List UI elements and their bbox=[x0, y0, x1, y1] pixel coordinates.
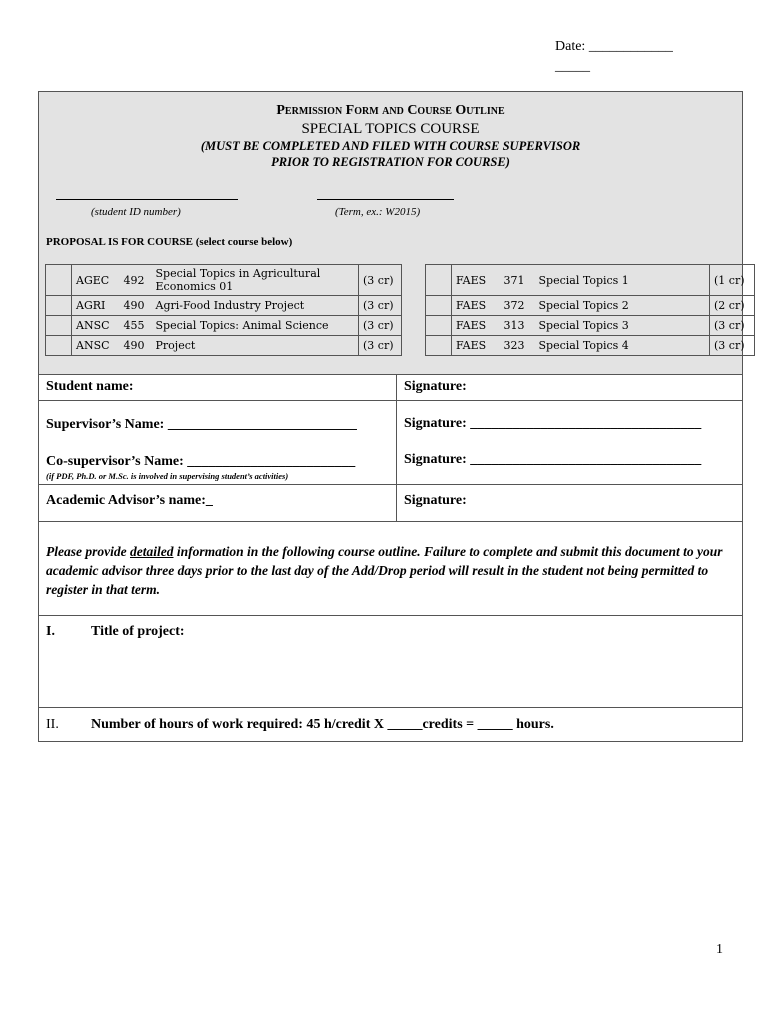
supervisor-name-field[interactable]: Supervisor’s Name: ___________________________ bbox=[46, 417, 357, 432]
advisor-signature-field[interactable]: Signature: bbox=[404, 493, 467, 508]
divider bbox=[39, 521, 742, 522]
course-checkbox[interactable] bbox=[426, 265, 452, 296]
form-notice-line2: PRIOR TO REGISTRATION FOR COURSE) bbox=[271, 155, 510, 169]
course-credits: (1 cr) bbox=[710, 265, 755, 296]
hours-required-field[interactable]: Number of hours of work required: 45 h/credit X _____credits = _____ hours. bbox=[91, 717, 554, 732]
cosupervisor-name-field[interactable]: Co-supervisor’s Name: ________________________ bbox=[46, 454, 356, 469]
course-row bbox=[46, 296, 402, 316]
course-dept: FAES bbox=[452, 316, 500, 336]
student-signature-field[interactable]: Signature: bbox=[404, 379, 467, 394]
advisor-name-field[interactable]: Academic Advisor’s name:_ bbox=[46, 493, 213, 508]
date-label: Date: ____________ bbox=[555, 39, 673, 54]
course-row bbox=[426, 336, 755, 356]
course-name: Special Topics 2 bbox=[535, 296, 710, 316]
course-checkbox[interactable] bbox=[46, 316, 72, 336]
form-subtitle: SPECIAL TOPICS COURSE bbox=[301, 121, 480, 137]
course-credits: (3 cr) bbox=[359, 336, 402, 356]
course-dept: ANSC bbox=[72, 336, 120, 356]
instructions-text: Please provide bbox=[46, 544, 130, 559]
course-row bbox=[426, 296, 755, 316]
course-number: 490 bbox=[120, 336, 152, 356]
divider bbox=[39, 707, 742, 708]
course-checkbox[interactable] bbox=[426, 336, 452, 356]
student-name-field[interactable]: Student name: bbox=[46, 379, 134, 394]
course-dept: FAES bbox=[452, 296, 500, 316]
course-credits: (2 cr) bbox=[710, 296, 755, 316]
course-credits: (3 cr) bbox=[359, 316, 402, 336]
course-number: 313 bbox=[500, 316, 535, 336]
instructions-emphasis: detailed bbox=[129, 544, 174, 559]
course-checkbox[interactable] bbox=[46, 296, 72, 316]
divider bbox=[39, 374, 742, 375]
course-name: Special Topics 3 bbox=[535, 316, 710, 336]
permission-form bbox=[38, 91, 743, 742]
course-name: Special Topics in Agricultural Economics 01 bbox=[152, 265, 359, 296]
course-table-left bbox=[45, 264, 402, 356]
course-credits: (3 cr) bbox=[359, 296, 402, 316]
course-number: 490 bbox=[120, 296, 152, 316]
course-name: Project bbox=[152, 336, 359, 356]
divider bbox=[39, 400, 742, 401]
project-title-field[interactable]: Title of project: bbox=[91, 624, 185, 639]
cosupervisor-note: (if PDF, Ph.D. or M.Sc. is involved in supervising student’s activities) bbox=[46, 471, 289, 481]
page-number: 1 bbox=[716, 942, 723, 957]
course-number: 372 bbox=[500, 296, 535, 316]
course-row bbox=[46, 336, 402, 356]
course-dept: AGEC bbox=[72, 265, 120, 296]
course-number: 371 bbox=[500, 265, 535, 296]
form-header bbox=[39, 92, 745, 374]
section-one-number: I. bbox=[46, 624, 55, 639]
course-row bbox=[426, 316, 755, 336]
divider bbox=[39, 484, 742, 485]
course-checkbox[interactable] bbox=[46, 265, 72, 296]
course-table-right bbox=[425, 264, 755, 356]
course-credits: (3 cr) bbox=[710, 316, 755, 336]
date-line-continuation: _____ bbox=[555, 59, 590, 74]
proposal-label: PROPOSAL IS FOR COURSE (select course below) bbox=[46, 236, 293, 248]
student-id-field[interactable] bbox=[56, 199, 238, 200]
course-checkbox[interactable] bbox=[426, 296, 452, 316]
course-credits: (3 cr) bbox=[710, 336, 755, 356]
course-number: 492 bbox=[120, 265, 152, 296]
course-dept: AGRI bbox=[72, 296, 120, 316]
course-checkbox[interactable] bbox=[46, 336, 72, 356]
form-title: Permission Form and Course Outline bbox=[276, 103, 505, 118]
course-number: 455 bbox=[120, 316, 152, 336]
term-field[interactable] bbox=[317, 199, 454, 200]
divider bbox=[39, 615, 742, 616]
form-notice-line1: (MUST BE COMPLETED AND FILED WITH COURSE SUPERVISOR bbox=[200, 139, 581, 153]
course-name: Special Topics 1 bbox=[535, 265, 710, 296]
date-field[interactable] bbox=[555, 37, 695, 77]
course-name: Special Topics 4 bbox=[535, 336, 710, 356]
instructions-text: information in the following course outline. Failure to complete and submit this document to your academic advisor three days prior to the last day of the Add/Drop period will result in the student not being permitted to register in that term. bbox=[46, 544, 723, 597]
course-dept: ANSC bbox=[72, 316, 120, 336]
term-label: (Term, ex.: W2015) bbox=[335, 206, 421, 218]
course-dept: FAES bbox=[452, 265, 500, 296]
course-row bbox=[426, 265, 755, 296]
course-name: Agri-Food Industry Project bbox=[152, 296, 359, 316]
student-id-label: (student ID number) bbox=[91, 206, 181, 218]
column-divider bbox=[396, 374, 397, 521]
course-credits: (3 cr) bbox=[359, 265, 402, 296]
section-two-number: II. bbox=[46, 717, 59, 732]
cosupervisor-signature-field[interactable]: Signature: _________________________________ bbox=[404, 452, 702, 467]
supervisor-signature-field[interactable]: Signature: _________________________________ bbox=[404, 416, 702, 431]
course-checkbox[interactable] bbox=[426, 316, 452, 336]
course-dept: FAES bbox=[452, 336, 500, 356]
course-name: Special Topics: Animal Science bbox=[152, 316, 359, 336]
course-number: 323 bbox=[500, 336, 535, 356]
course-row bbox=[46, 265, 402, 296]
instructions-paragraph bbox=[46, 542, 726, 599]
course-row bbox=[46, 316, 402, 336]
